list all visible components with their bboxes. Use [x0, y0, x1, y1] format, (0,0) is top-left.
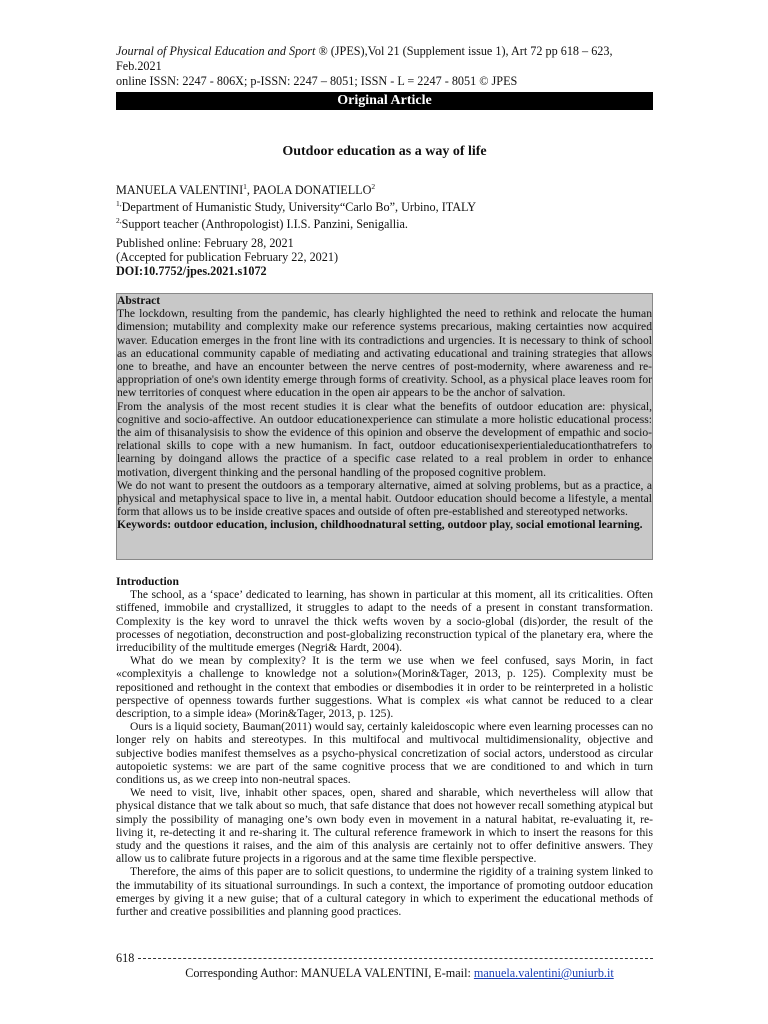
- affiliation-1: [116, 197, 653, 214]
- accepted-date: (Accepted for publication February 22, 2021): [116, 250, 339, 264]
- footer-rule-line: [116, 951, 653, 966]
- dashed-divider: [138, 958, 653, 959]
- affiliation-1-text: Department of Humanistic Study, University“Carlo Bo”, Urbino, ITALY: [121, 200, 477, 215]
- corresponding-author: [116, 966, 653, 981]
- author-block: [116, 180, 653, 231]
- author-2-name: , PAOLA DONATIELLO: [246, 183, 372, 198]
- affiliation-2: [116, 214, 653, 231]
- citation-line: [116, 44, 653, 74]
- page-number: 618: [116, 951, 135, 965]
- author-names: [116, 180, 653, 197]
- abstract-paragraph: The lockdown, resulting from the pandemic, has clearly highlighted the need to rethink and relocate the human dimension; mutability and complexity make our reference systems precarious, making certainties now acquired waver. Education emerges in the front line with its contradictions and urgencies. It is necessary to think of school as an educational community capable of mediating and activating educational and training strategies that allows one to breathe, and have an encounter between the nerve centres of post-modernity, where awareness and re-appropriation of one's own identity emerge through forms of creativity. School, as a physical place leaves room for new territories of conquest where education in the open air appears to be the anchor of salvation.: [117, 307, 652, 400]
- introduction-section: [116, 575, 653, 918]
- introduction-heading: Introduction: [116, 575, 179, 588]
- keywords: Keywords: outdoor education, inclusion, childhoodnatural setting, outdoor play, social emotional learning.: [117, 518, 643, 532]
- doi: DOI:10.7752/jpes.2021.s1072: [116, 264, 267, 278]
- abstract-heading: Abstract: [117, 294, 161, 307]
- article-title: Outdoor education as a way of life: [282, 144, 487, 159]
- abstract-paragraph: We do not want to present the outdoors as a temporary alternative, aimed at solving problems, but as a practice, a physical and metaphysical space to live in, a mental habit. Outdoor education should become a lifestyle, a mental form that allows us to be inside creative spaces and outside of often pre-established and stereotyped networks.: [117, 478, 652, 519]
- publication-info: [116, 236, 653, 278]
- abstract-box: [116, 293, 653, 560]
- citation-details: ® (JPES),Vol 21 (Supplement issue 1), Art 72 pp 618 – 623, Feb.2021: [116, 44, 613, 73]
- body-paragraph: What do we mean by complexity? It is the term we use when we feel confused, says Morin, in fact «complexityis a challenge to knowledge not a solution»(Morin&Tager, 2013, p. 125). Complexity must be repositioned and rethought in the context that embodies or disembodies it in order to be reinterpreted in a holistic perspective of openness towards further suggestions. What is complex «is what cannot be reduced to a clear description, to a simple idea» (Morin&Tager, 2013, p. 125).: [116, 654, 653, 721]
- author-email-link[interactable]: manuela.valentini@uniurb.it: [473, 966, 614, 980]
- affiliation-2-mark: 2,: [116, 216, 122, 226]
- corresponding-label: Corresponding Author: MANUELA VALENTINI, E-mail:: [185, 966, 474, 980]
- abstract-paragraph: From the analysis of the most recent studies it is clear what the benefits of outdoor education are: physical, cognitive and socio-affective. An outdoor educationexperience can stimulate a more holistic educational process: the aim of thisanalysisis to show the evidence of this opinion and observe the development of empathic and socio-relational skills to cope with a new humanism. In fact, outdoor educationisexperientialeducationthatrefers to learning by doingand allows the practice of a specific case related to a real problem in order to enhance motivation, divergent thinking and the personal handling of the proposed cognitive problem.: [117, 399, 652, 479]
- published-date: Published online: February 28, 2021: [116, 236, 294, 250]
- author-2-sup: 2: [371, 182, 376, 191]
- journal-header: [116, 44, 653, 89]
- article-type-banner: Original Article: [116, 92, 653, 110]
- body-paragraph: We need to visit, live, inhabit other spaces, open, shared and sharable, which nevertheless will allow that physical distance that we talk about so much, that safe distance that does not however recall something atypical but simply the possibility of managing one’s own body even in movement in a natural habitat, re-evaluating it, re-living it, re-detecting it and re-sharing it. The cultural reference framework in which to insert the reasons for this study and the questions it raises, and the aim of this analysis are certainly not to offer definitive answers. They allow us to calibrate future projects in a rigorous and at the same time flexible perspective.: [116, 786, 653, 866]
- issn-line: online ISSN: 2247 - 806X; p-ISSN: 2247 – 8051; ISSN - L = 2247 - 8051 © JPES: [116, 74, 518, 88]
- author-1-sup: 1: [243, 182, 247, 191]
- affiliation-1-mark: 1,: [116, 199, 122, 209]
- body-paragraph: The school, as a ‘space’ dedicated to learning, has shown in particular at this moment, all its criticalities. Often stiffened, immobile and crystallized, it struggles to adapt to the needs of a present in constant transformation. Complexity is the key word to unravel the thick wefts woven by a socio-global (dis)order, the result of the processes of negotiation, deconstruction and post-globalizing reconstruction typical of the planetary era, where the irreducibility of the multitude emerges (Negri& Hardt, 2004).: [116, 588, 653, 655]
- page-footer: [116, 951, 653, 981]
- journal-name: Journal of Physical Education and Sport: [116, 44, 316, 58]
- affiliation-2-text: Support teacher (Anthropologist) I.I.S. Panzini, Senigallia.: [121, 217, 408, 232]
- body-paragraph: Therefore, the aims of this paper are to solicit questions, to undermine the rigidity of a training system linked to the immutability of its situational surroundings. In such a context, the importance of promoting outdoor education emerges by giving it a new guise; that of a cultural category in which to experiment the educational methods of further and creative possibilities and planning good practices.: [116, 865, 653, 919]
- body-paragraph: Ours is a liquid society, Bauman(2011) would say, certainly kaleidoscopic where even learning processes can no longer rely on habits and stereotypes. In this multifocal and multivocal multidimensionality, objective and subjective bodies manifest themselves as a psycho-physical concretization of social actors, understood as circular autopoietic systems: we are part of the same cognitive process that we are conditioned to and which in turn conditions us, as we creep into non-neutral spaces.: [116, 720, 653, 787]
- author-1-name: MANUELA VALENTINI: [116, 183, 244, 198]
